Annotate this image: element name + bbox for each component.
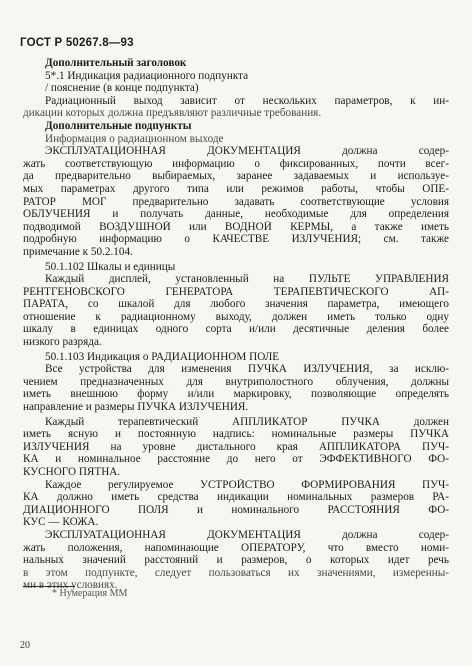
text-line: ЭКСПЛУАТАЦИОННАЯ ДОКУМЕНТАЦИЯ должна содер-: [45, 145, 449, 158]
text-line: подробную информацию о КАЧЕСТВЕ ИЗЛУЧЕНИЯ; см. также: [23, 233, 449, 246]
text-line: ЭКСПЛУАТАЦИОННАЯ ДОКУМЕНТАЦИЯ должна содер-: [45, 528, 449, 541]
text-line: Каждое регулируемое УСТРОЙСТВО ФОРМИРОВАНИЯ ПУЧ-: [45, 478, 449, 491]
text-line: КУСНОГО ПЯТНА.: [23, 466, 121, 478]
text-line: нальных значений расстояний и размеров, о которых идет речь: [23, 554, 449, 567]
text-line: шкалу в единицах одного сорта и/или десятичные деления более: [23, 323, 449, 336]
text-line: КА и номинальное расстояние до него от ЭФФЕКТИВНОГО ФО-: [23, 453, 449, 466]
text-line: да предварительно выбираемых, заранее задаваемых и используе-: [23, 170, 449, 183]
text-line: ПАРАТА, со шкалой для любого значения параметра, имеющего: [23, 298, 449, 311]
additional-subheading: Дополнительные подпункты: [45, 119, 192, 132]
text-line: Радиационный выход зависит от нескольких параметров, к ин-: [45, 94, 449, 107]
standard-header: ГОСТ Р 50267.8—93: [20, 37, 134, 49]
section-title: 50.1.103 Индикация о РАДИАЦИОННОМ ПОЛЕ: [45, 350, 280, 363]
document-body: [23, 57, 449, 592]
text-line: отношение к радиационному выходу, должен иметь только одну: [23, 310, 449, 323]
text-line: 5*.1 Индикация радиационного подпункта: [45, 69, 249, 82]
text-line: примечание к 50.2.104.: [23, 245, 133, 258]
text-line: ми в этих условиях.: [23, 579, 118, 592]
text-line: чением предназначенных для внутриполостного облучения, должны: [23, 375, 449, 388]
text-line: / пояснение (в конце подпункта): [45, 82, 199, 95]
text-line: жать соответствующую информацию о фиксированных, почти всег-: [23, 157, 449, 170]
text-line: направление и размеры ПУЧКА ИЗЛУЧЕНИЯ.: [23, 401, 249, 414]
text-line: Каждый терапевтический АППЛИКАТОР ПУЧКА должен: [45, 415, 449, 428]
footnote-divider: [23, 586, 75, 587]
section-title: Информация о радиационном выходе: [45, 132, 224, 145]
text-line: Все устройства для изменения ПУЧКА ИЗЛУЧЕНИЯ, за исклю-: [45, 363, 449, 376]
page-number: 20: [20, 640, 30, 651]
text-line: жать положения, напоминающие ОПЕРАТОРУ, что вместо номи-: [23, 541, 449, 554]
text-line: ИЗЛУЧЕНИЯ на уровне дистального края АППЛИКАТОРА ПУЧ-: [23, 440, 449, 453]
text-line: КА должно иметь средства индикации номинальных размеров РА-: [23, 491, 449, 504]
text-line: иметь ясную и постоянную надпись: номинальные размеры ПУЧКА: [23, 428, 449, 441]
text-line: ДИАЦИОННОГО ПОЛЯ и номинального РАССТОЯНИЯ ФО-: [23, 503, 449, 516]
text-line: РАТОР МОГ предварительно задавать соответствующие условия: [23, 195, 449, 208]
text-line: ОБЛУЧЕНИЯ и получать данные, необходимые для определения: [23, 208, 449, 221]
text-line: подводимой ВОЗДУШНОЙ или ВОДНОЙ КЕРМЫ, а также иметь: [23, 220, 449, 233]
text-line: иметь внешнюю форму и/или маркировку, позволяющие определять: [23, 388, 449, 401]
text-line: дикации которых должна предъявляют различные требования.: [23, 107, 322, 120]
footnote: * Нумерация ММ: [52, 588, 128, 599]
text-line: Каждый дисплей, установленный на ПУЛЬТЕ УПРАВЛЕНИЯ: [45, 273, 449, 286]
additional-heading: Дополнительный заголовок: [45, 57, 187, 69]
text-line: низкого разряда.: [23, 336, 102, 349]
text-line: мых параметрах другого типа или режимов работы, чтобы ОПЕ-: [23, 182, 449, 195]
text-line: РЕНТГЕНОВСКОГО ГЕНЕРАТОРА ТЕРАПЕВТИЧЕСКОГО АП-: [23, 285, 449, 298]
text-line: КУС — КОЖА.: [23, 516, 99, 529]
section-title: 50.1.102 Шкалы и единицы: [45, 260, 176, 273]
text-line: в этом подпункте, следует пользоваться их значениями, измеренны-: [23, 566, 449, 579]
